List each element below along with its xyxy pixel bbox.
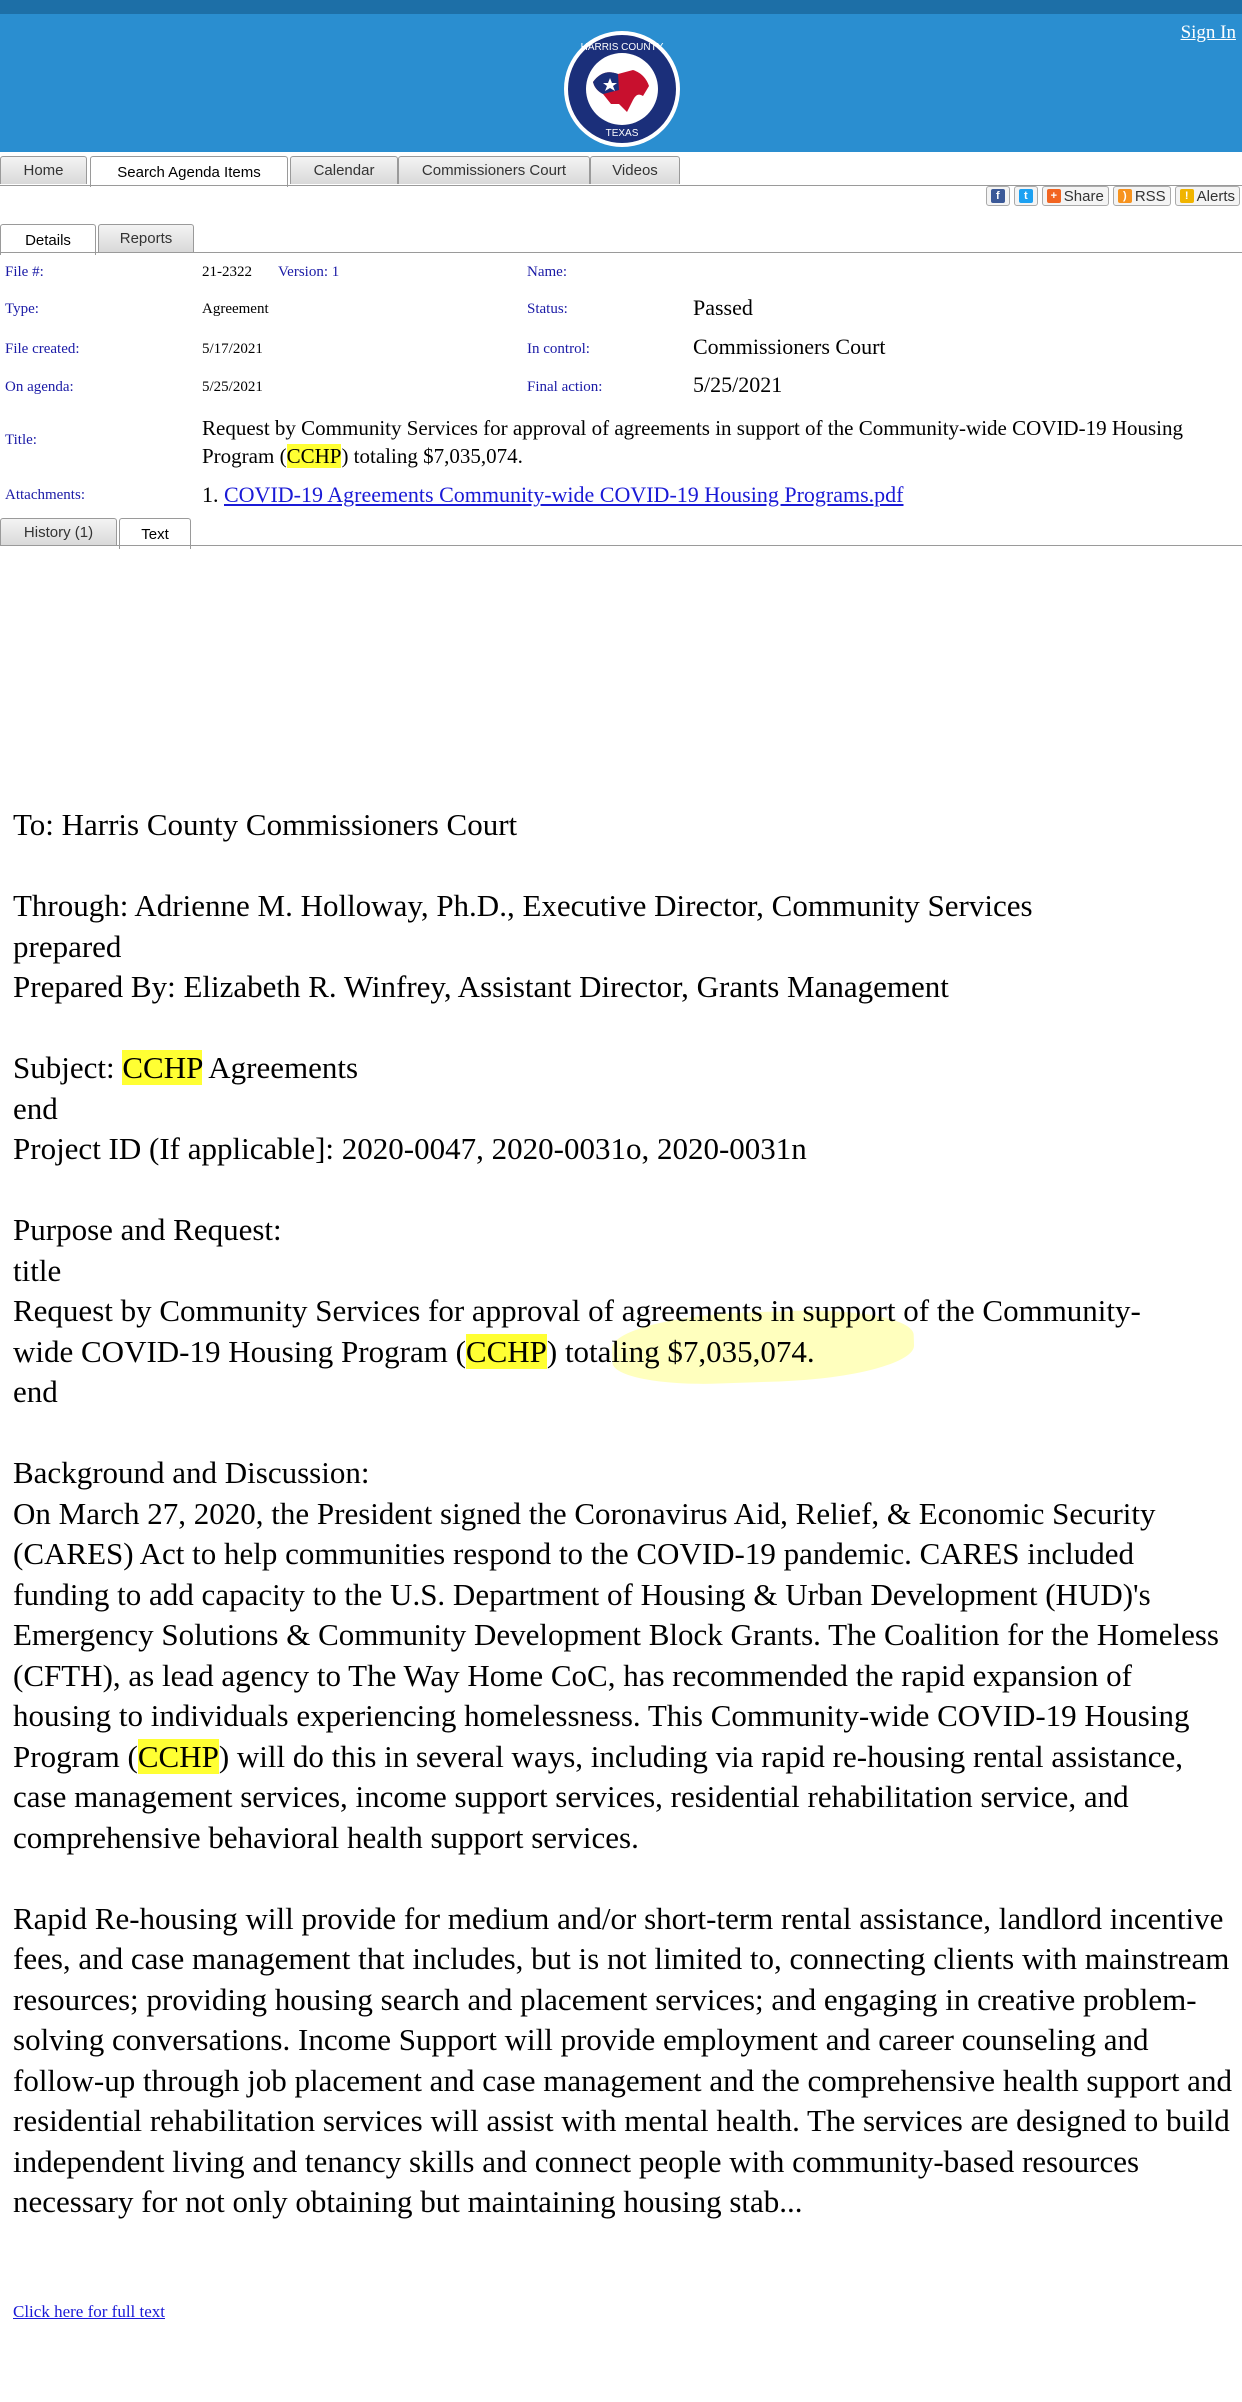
share-button[interactable]: [1042, 186, 1109, 206]
final-action-label: Final action:: [527, 379, 603, 395]
subject-highlight: CCHP: [122, 1050, 203, 1085]
in-control-value: Commissioners Court: [693, 334, 886, 359]
project-id-line: Project ID (If applicable]: 2020-0047, 2020-0031o, 2020-0031n: [13, 1131, 807, 1166]
to-line: To: Harris County Commissioners Court: [13, 807, 518, 842]
site-header: [0, 0, 1242, 152]
seal-text-top: HARRIS COUNTY: [580, 42, 664, 53]
rss-label: RSS: [1134, 187, 1166, 205]
purpose-heading: Purpose and Request:: [13, 1212, 282, 1247]
tab-reports[interactable]: Reports: [98, 224, 194, 252]
version-label: Version: 1: [278, 264, 340, 280]
file-created-label: File created:: [5, 341, 80, 357]
tab-search-agenda-items[interactable]: Search Agenda Items: [90, 156, 288, 187]
tab-home[interactable]: Home: [0, 156, 87, 184]
attachments-label: Attachments:: [5, 487, 85, 503]
alerts-button[interactable]: [1175, 186, 1240, 206]
tab-details[interactable]: Details: [0, 224, 96, 255]
history-text-tabs: [0, 518, 1242, 548]
in-control-label: In control:: [527, 341, 590, 357]
subject-suffix: Agreements: [202, 1050, 359, 1085]
name-label: Name:: [527, 264, 567, 280]
facebook-icon: f: [991, 189, 1005, 203]
on-agenda-value: 5/25/2021: [202, 379, 263, 395]
background-heading: Background and Discussion:: [13, 1455, 370, 1490]
file-number-value: 21-2322: [202, 264, 252, 280]
type-label: Type:: [5, 301, 39, 317]
paragraph-text-start: On March 27, 2020, the President signed the Coronavirus Aid, Relief, & Economic Security (CARES) Act to help communities respond to the COVID-19 pandemic. CARES included funding to add capacity to the U.S. Department of Housing & Urban Development (HUD)'s Emergency Solutions & Community Development Block Grants. The Coalition for the Homeless (CFTH), as lead agency to The Way Home CoC, has recommended the rapid expansion of housing to individuals experiencing homelessness. This Community-wide COVID-19 Housing Program (: [13, 1495, 1219, 1774]
background-paragraph: [13, 1494, 1235, 1859]
prepared-marker: prepared: [13, 928, 122, 964]
subject-prefix: Subject:: [13, 1050, 123, 1085]
title-value: [202, 414, 1238, 470]
request-line-2: [13, 1332, 1235, 1373]
tab-commissioners-court[interactable]: Commissioners Court: [398, 156, 590, 184]
rss-icon: ): [1118, 189, 1132, 203]
request-highlight: CCHP: [465, 1333, 547, 1369]
twitter-button[interactable]: [1014, 186, 1038, 206]
full-text-link[interactable]: Click here for full text: [13, 2302, 166, 2321]
title-highlight: CCHP: [286, 444, 342, 468]
prepared-by-line: Prepared By: Elizabeth R. Winfrey, Assistant Director, Grants Management: [13, 969, 949, 1004]
history-tab-divider: [0, 545, 1242, 546]
type-value: Agreement: [202, 301, 269, 317]
main-nav-tabs: [0, 156, 1242, 186]
rss-button[interactable]: [1113, 186, 1171, 206]
tab-text[interactable]: Text: [119, 518, 191, 549]
sign-in-link[interactable]: Sign In: [1180, 22, 1236, 43]
seal-text-bottom: TEXAS: [605, 128, 639, 139]
tab-history[interactable]: History (1): [0, 518, 117, 546]
status-value: Passed: [693, 295, 753, 320]
status-label: Status:: [527, 301, 568, 317]
request-text-end: ) totaling $7,035,074.: [546, 1333, 815, 1369]
title-label: Title:: [5, 432, 37, 448]
tab-calendar[interactable]: Calendar: [290, 156, 398, 184]
request-line-1: Request by Community Services for approval of agreements in support of the Community-: [13, 1293, 1141, 1328]
attachment-link[interactable]: COVID-19 Agreements Community-wide COVID-19 Housing Programs.pdf: [224, 482, 904, 507]
request-text-start: wide COVID-19 Housing Program (: [13, 1333, 466, 1369]
alerts-label: Alerts: [1196, 187, 1235, 205]
alerts-icon: !: [1180, 189, 1194, 203]
social-toolbar: [986, 186, 1240, 206]
paragraph-text-end: ) will do this in several ways, including via rapid re-housing rental assistance, case management services, income support services, residential rehabilitation service, and comprehensive behavioral health support services.: [13, 1738, 1184, 1855]
paragraph-highlight: CCHP: [137, 1738, 219, 1774]
end-marker: end: [13, 1090, 58, 1126]
title-marker: title: [13, 1252, 62, 1288]
subject-line: [13, 1048, 1235, 1089]
rapid-rehousing-paragraph: Rapid Re-housing will provide for medium and/or short-term rental assistance, landlord incentive fees, and case management that includes, but is not limited to, connecting clients with mainstream resources; providing housing search and placement services; and engaging in creative problem-solving conversations. Income Support will provide employment and career counseling and follow-up through job placement and case management and the comprehensive health support and residential rehabilitation services will assist with mental health. The services are designed to build independent living and tenancy skills and connect people with community-based resources necessary for not only obtaining but maintaining housing stab...: [13, 1900, 1232, 2219]
file-number-label: File #:: [5, 264, 44, 280]
twitter-icon: t: [1019, 189, 1033, 203]
share-label: Share: [1063, 187, 1104, 205]
title-text-start: Request by Community Services for approval of agreements in support of the Community-wide COVID-19 Housing Program (: [202, 416, 1184, 468]
harris-county-seal-logo: [563, 30, 681, 148]
detail-tab-divider: [0, 252, 1242, 253]
detail-tabs: [0, 224, 1242, 254]
facebook-button[interactable]: [986, 186, 1010, 206]
on-agenda-label: On agenda:: [5, 379, 74, 395]
agenda-text-body: [13, 805, 1235, 2223]
through-line: Through: Adrienne M. Holloway, Ph.D., Executive Director, Community Services: [13, 888, 1033, 923]
end-marker-2: end: [13, 1374, 58, 1409]
final-action-value: 5/25/2021: [693, 372, 783, 397]
share-icon: +: [1047, 189, 1061, 203]
attachment-number: 1.: [202, 482, 219, 507]
title-text-end: ) totaling $7,035,074.: [341, 444, 523, 468]
attachment-item: [202, 482, 904, 508]
file-created-value: 5/17/2021: [202, 341, 263, 357]
tab-videos[interactable]: Videos: [590, 156, 680, 184]
